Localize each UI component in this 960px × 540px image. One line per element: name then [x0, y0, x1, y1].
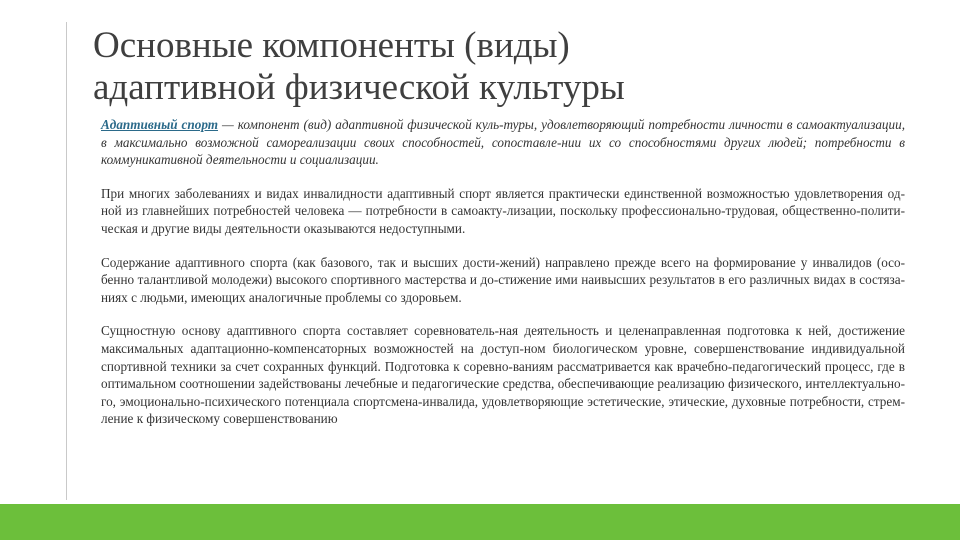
paragraph-essence: Сущностную основу адаптивного спорта составляет соревнователь-ная деятельность и целенаправленная подготовка к ней, достижение максимальных адаптационно-компенсаторных возможностей на доступ-ном биологическом уровне, совершенствование индивидуальной спортивной техники за счет сохранных функций. Подготовка к соревно-ваниям рассматривается как врачебно-педагогический процесс, где в оптимальном соотношении задействованы лечебные и педагогические средства, обеспечивающие реализацию физического, интеллектуально-го, эмоционально-психического потенциала спортсмена-инвалида, удовлетворяющие эстетические, этические, духовные потребности, стрем-ление к физическому совершенствованию [101, 323, 905, 427]
bottom-accent-bar [0, 504, 960, 540]
slide-body [101, 116, 905, 428]
term-adaptive-sport: Адаптивный спорт [101, 117, 219, 132]
slide-title-line-1: Основные компоненты (виды) [93, 25, 570, 66]
slide-title [93, 25, 893, 109]
definition-text: — компонент (вид) адаптивной физической куль-туры, удовлетворяющий потребности личности в самоактуализации, в максимально возможной самореализации своих способностей, сопоставле-нии их со способностями других людей; потребности в коммуникативной деятельности и социализации. [101, 117, 906, 168]
slide-title-line-2: адаптивной физической культуры [93, 67, 625, 108]
paragraph-content: Содержание адаптивного спорта (как базового, так и высших дости-жений) направлено прежде всего на формирование у инвалидов (осо-бенно талантливой молодежи) высокого спортивного мастерства и до-стижение ими наивысших результатов в его различных видах в состяза-ниях с людьми, имеющих аналогичные проблемы со здоровьем. [101, 254, 905, 305]
left-divider-line [66, 22, 67, 500]
paragraph-definition [101, 116, 905, 169]
paragraph-necessity: При многих заболеваниях и видах инвалидности адаптивный спорт является практически единственной возможностью удовлетворения од-ной из главнейших потребностей человека — потребности в самоакту-лизации, поскольку профессионально-трудовая, общественно-полити-ческая и другие виды деятельности оказываются недоступными. [101, 185, 905, 236]
